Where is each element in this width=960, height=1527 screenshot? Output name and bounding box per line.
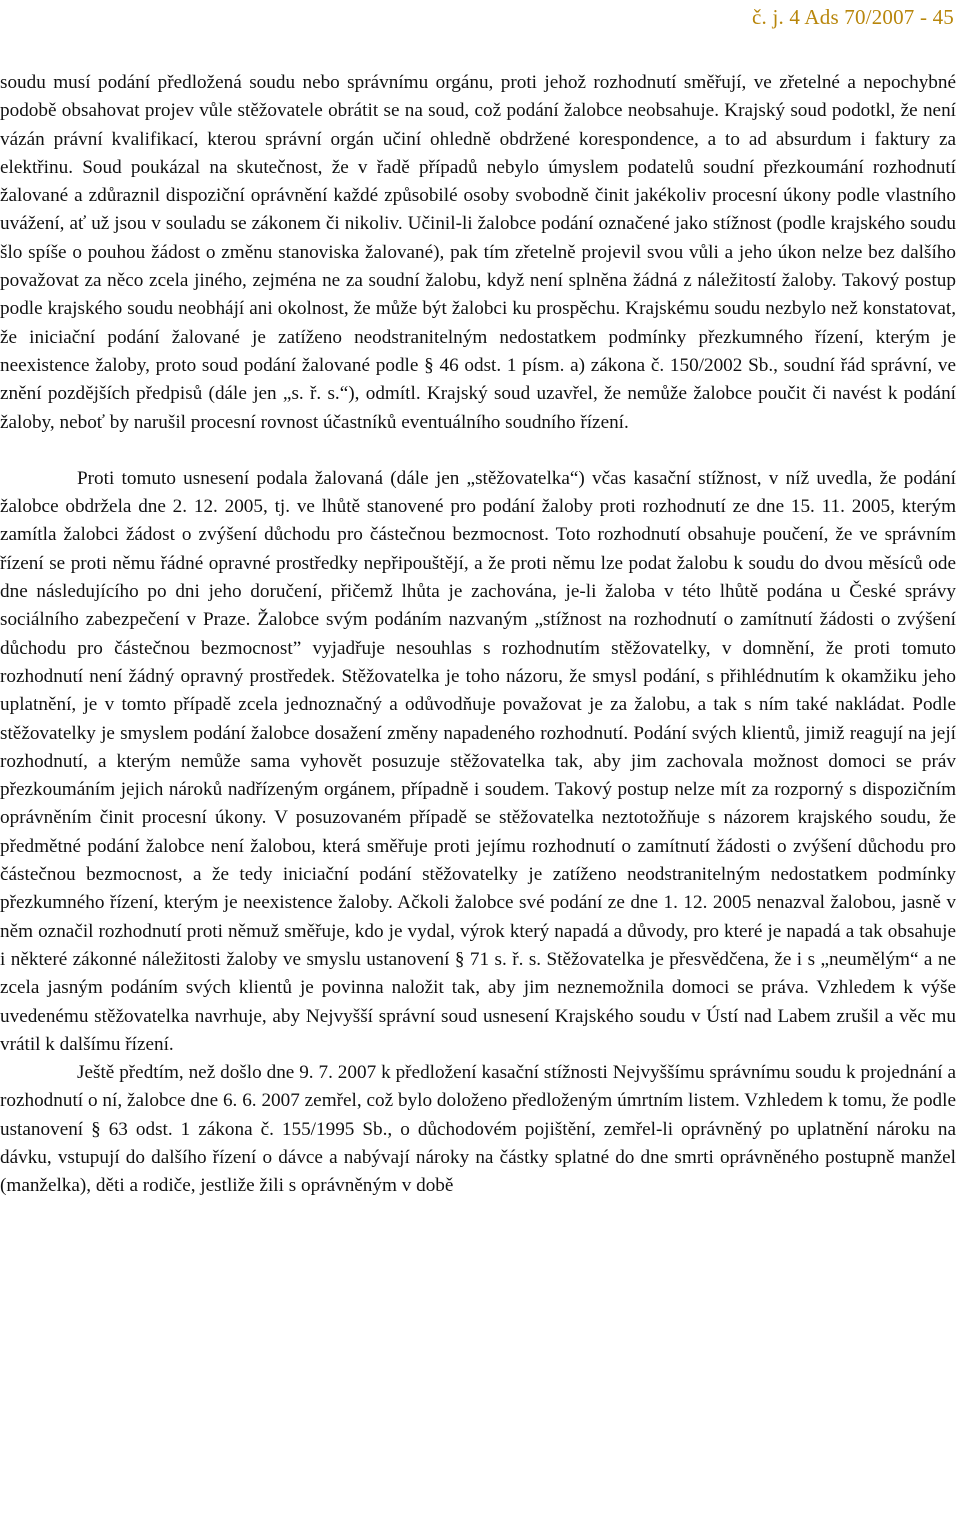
paragraph-cassation-complaint: Proti tomuto usnesení podala žalovaná (dále jen „stěžovatelka“) včas kasační stížnost, v níž uvedla, že podání žalobce obdržela dne 2. 12. 2005, tj. ve lhůtě stanovené pro podání žaloby proti rozhodnutí ze dne 15. 11. 2005, kterým zamítla žalobci žádost o zvýšení důchodu pro částečnou bezmocnost. Toto rozhodnutí obsahuje poučení, že ve správním řízení se proti němu řádné opravné prostředky nepřipouštějí, a že proti němu lze podat žalobu k soudu do dvou měsíců ode dne následujícího po dni jeho doručení, přičemž lhůta je zachována, je-li žaloba v této lhůtě podána u České správy sociálního zabezpečení v Praze. Žalobce svým podáním nazvaným „stížnost na rozhodnutí o zamítnutí žádosti o zvýšení důchodu pro částečnou bezmocnost” vyjadřuje nesouhlas s rozhodnutím stěžovatelky, v domnění, že proti tomuto rozhodnutí není žádný opravný prostředek. Stěžovatelka je toho názoru, že smysl podání, s přihlédnutím k okamžiku jeho uplatnění, je v tomto případě zcela jednoznačný a odůvodňuje považovat je za žalobu, a tak s ním také nakládat. Podle stěžovatelky je smyslem podání žalobce dosažení změny napadeného rozhodnutí. Podání svých klientů, jimiž reagují na její rozhodnutí, a kterým nemůže sama vyhovět posuzuje stěžovatelka tak, aby jim zachovala možnost domoci se práv přezkoumáním jejich nároků nadřízeným orgánem, případně i soudem. Takový postup nelze mít za rozporný s dispozičním oprávněním činit procesní úkony. V posuzovaném případě se stěžovatelka neztotožňuje s názorem krajského soudu, že předmětné podání žalobce není žalobou, která směřuje proti jejímu rozhodnutí o zamítnutí žádosti o zvýšení důchodu pro částečnou bezmocnost, a že tedy iniciační podání stěžovatelky je zatíženo neodstranitelným nedostatkem podmínky přezkumného řízení, kterým je neexistence žaloby. Ačkoli žalobce své podání ze dne 1. 12. 2005 nenazval žalobou, jasně v něm označil rozhodnutí proti němuž směřuje, kdo je vydal, výrok který napadá a důvody, pro které je napadá a tak obsahuje i některé zákonné náležitosti žaloby ve smyslu ustanovení § 71 s. ř. s. Stěžovatelka je přesvědčena, že i s „neumělým“ a ne zcela jasným podáním svých klientů je povinna naložit tak, aby jim neznemožnila domoci se práva. Vzhledem k výše uvedenému stěžovatelka navrhuje, aby Nejvyšší správní soud usnesení Krajského soudu v Ústí nad Labem zrušil a věc mu vrátil k dalšímu řízení.	[0, 467, 956, 1055]
paragraph-plaintiff-death: Ještě předtím, než došlo dne 9. 7. 2007 k předložení kasační stížnosti Nejvyššímu správnímu soudu k projednání a rozhodnutí o ní, žalobce dne 6. 6. 2007 zemřel, což bylo doloženo předloženým úmrtním listem. Vzhledem k tomu, že podle ustanovení § 63 odst. 1 zákona č. 155/1995 Sb., o důchodovém pojištění, zemřel-li oprávněný po uplatnění nároku na dávku, vstupují do dalšího řízení o dávce a nabývají nároky na částky splatné do dne smrti oprávněného postupně manžel (manželka), děti a rodiče, jestliže žili s oprávněným v době	[0, 1062, 956, 1197]
case-number-header: č. j. 4 Ads 70/2007 - 45	[752, 5, 954, 29]
document-body	[0, 69, 956, 1201]
paragraph-regional-court-reasoning: soudu musí podání předložená soudu nebo správnímu orgánu, proti jehož rozhodnutí směřují, ve zřetelné a nepochybné podobě obsahovat projev vůle stěžovatele obrátit se na soud, což podání žalobce neobsahuje. Krajský soud podotkl, že není vázán právní kvalifikací, kterou správní orgán učiní ohledně obdržené korespondence, a to ad absurdum i faktury za elektřinu. Soud poukázal na skutečnost, že v řadě případů nebylo úmyslem podatelů soudní přezkoumání rozhodnutí žalované a zdůraznil dispoziční oprávnění každé způsobilé osoby svobodně činit jakékoliv procesní úkony podle vlastního uvážení, ať už jsou v souladu se zákonem či nikoliv. Učinil-li žalobce podání označené jako stížnost (podle krajského soudu šlo spíše o pouhou žádost o změnu stanoviska žalované), pak tím zřetelně projevil svou vůli a jeho úkon nelze bez dalšího považovat za něco zcela jiného, zejména ne za soudní žalobu, když není splněna žádná z náležitostí žaloby. Takový postup podle krajského soudu neobhájí ani okolnost, že může být žalobci ku prospěchu. Krajskému soudu nezbylo než konstatovat, že iniciační podání žalované je zatíženo neodstranitelným nedostatkem podmínky přezkumného řízení, kterým je neexistence žaloby, proto soud podání žalované podle § 46 odst. 1 písm. a) zákona č. 150/2002 Sb., soudní řád správní, ve znění pozdějších předpisů (dále jen „s. ř. s.“), odmítl. Krajský soud uzavřel, že nemůže žalobce poučit či navést k podání žaloby, neboť by narušil procesní rovnost účastníků eventuálního soudního řízení.	[0, 72, 956, 433]
